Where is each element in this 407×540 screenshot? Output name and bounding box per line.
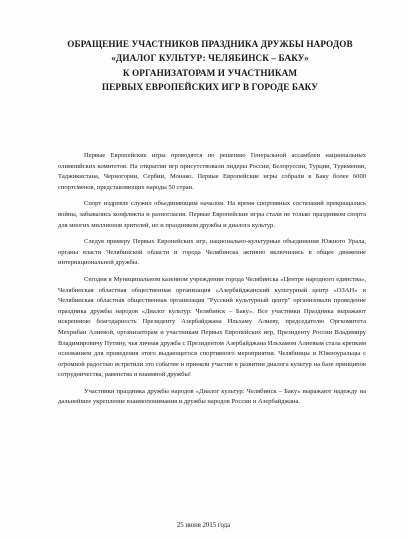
title-line-2: «ДИАЛОГ КУЛЬТУР: ЧЕЛЯБИНСК – БАКУ» <box>111 53 309 64</box>
document-body <box>58 151 366 414</box>
title-line-4: ПЕРВЫХ ЕВРОПЕЙСКИХ ИГР В ГОРОДЕ БАКУ <box>101 81 319 92</box>
paragraph-3: Следуя примеру Первых Европейских игр, национально-культурные объединения Южного Урала, органы власти Челябинской области и города Челябинска активно включились в общее движение интернациональной дружбы. <box>58 238 366 267</box>
document-title <box>40 37 380 94</box>
paragraph-4: Сегодня в Муниципальном казенном учреждении города Челябинска «Центре народного единства», Челябинская областная общественная организация «Азербайджанский культурный центр «ОЗАН» и Челябинская областная общественная организация "Русский культурный центр" организовали проведение праздника дружбы народов «Диалог культур: Челябинск – Баку». Все участники Праздника выражают искреннюю благодарность Президенту Азербайджана Ильхаму Алиеву, председателю Оргкомитета Мехрибан Алиевой, организаторам и участникам Первых Европейских игр, Президенту России Владимиру Владимировичу Путину, чья личная дружба с Президентом Азербайджана Ильхамом Алиевым стала крепким основанием для проведения этого выдающегося спортивного мероприятия. Челябинцы и Южноуральцы с огромной радостью встретили это событие и приняли участие в развитии диалога культур на базе принципов сотрудничества, равенства и взаимной дружбы! <box>58 275 366 379</box>
title-line-3: К ОРГАНИЗАТОРАМ И УЧАСТНИКАМ <box>122 67 298 78</box>
paragraph-5: Участники праздника дружбы народов «Диалог культур: Челябинск – Баку» выражают надежду на дальнейшее укрепление взаимопонимания и дружбы народов России и Азербайджана. <box>58 387 366 406</box>
paragraph-1: Первые Европейские игры проводятся по решению Генеральной ассамблеи национальных олимпийских комитетов. На открытии игр присутствовали лидеры России, Белоруссии, Турции, Туркмении, Таджикистана, Черногории, Сербии, Монако. Первые Европейские игры собрали в Баку более 6000 спортсменов, представляющих народы 50 стран. <box>58 152 366 191</box>
document-date: 25 июня 2015 года <box>176 522 231 529</box>
paragraph-2: Спорт издревле служил объединяющим началом. На время спортивных состязаний прекращались войны, забывались конфликты и разногласия. Первые Европейские игры стали не только праздником спорта для многих миллионов зрителей, но и праздником дружбы и диалога культур. <box>58 200 366 229</box>
title-line-1: ОБРАЩЕНИЕ УЧАСТНИКОВ ПРАЗДНИКА ДРУЖБЫ НАРОДОВ <box>67 39 353 49</box>
